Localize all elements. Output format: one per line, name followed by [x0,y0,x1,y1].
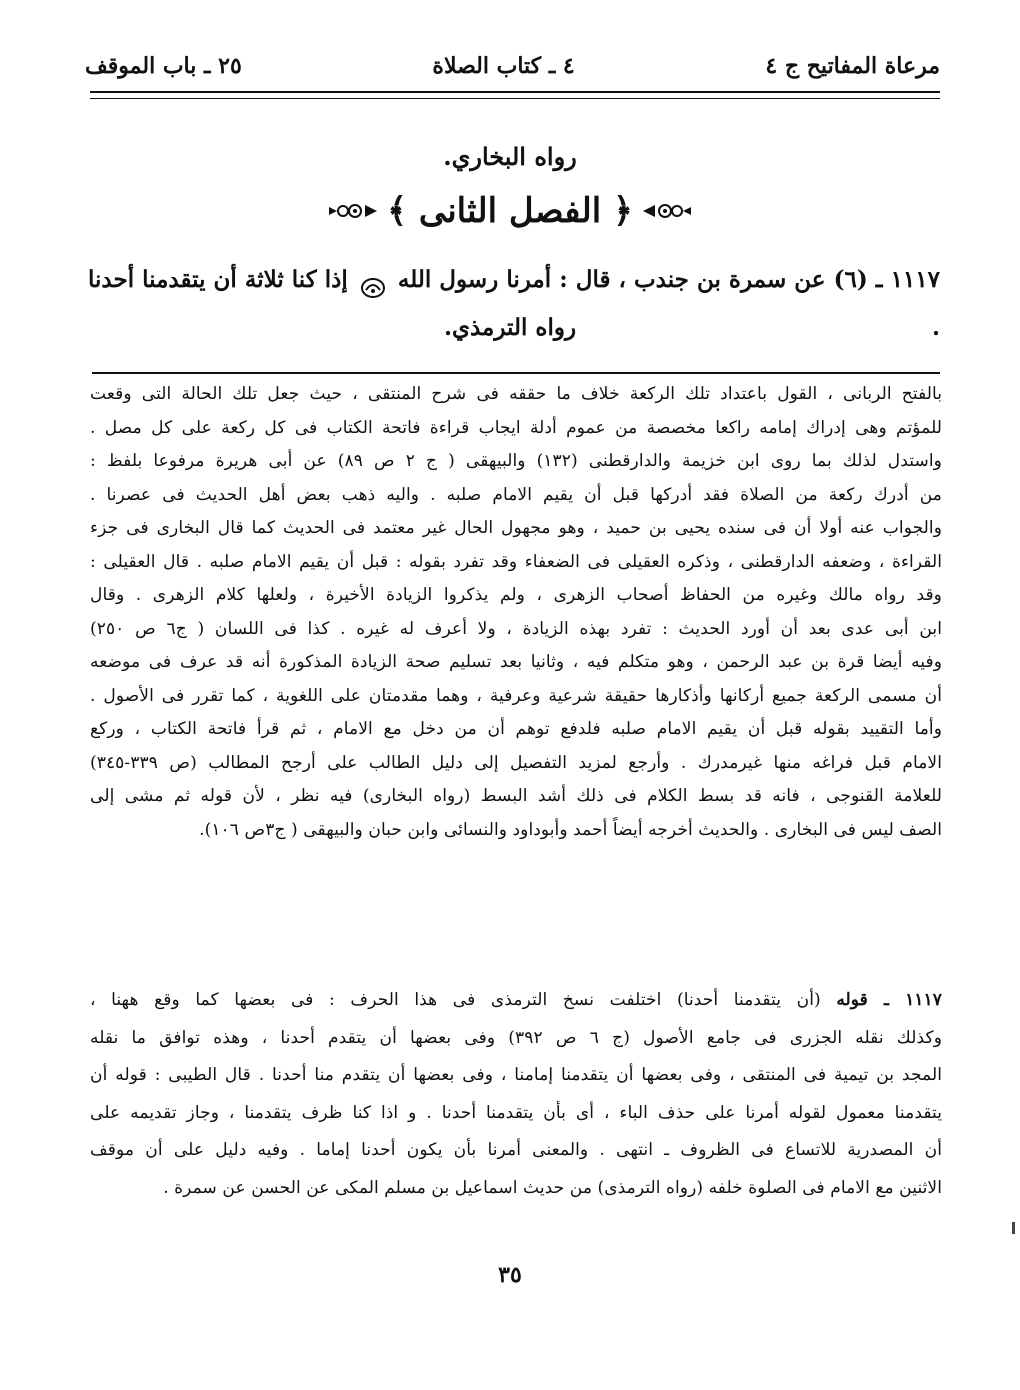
margin-mark [1012,1222,1015,1234]
commentary2-line: أن المصدرية للاتساع فى الظروف ـ انتهى . والمعنى أمرنا بأن يكون أحدنا إماما . وفيه دليل على أن موقف [90,1140,942,1160]
riwaya-tirmidhi-line: رواه الترمذي. [443,314,577,341]
commentary-line: القراءة ، وضعفه الدارقطنى ، وذكره العقيلى فى الضعفاء وقد تفرد بقوله : قبل أن يقيم الامام صلبه . قال العقيلى : [90,551,942,572]
commentary-line: أن مسمى الركعة جميع أركانها وأذكارها حقيقة شرعية وعرفية ، وهما مقدمتان على اللغوية ، كما تقرر فى الأصول . [90,685,942,706]
commentary2-line: الاثنين مع الامام فى الصلوة خلفه (رواه الترمذى) من حديث اسماعيل بن مسلم المكى عن الحسن عن سمرة . [163,1177,942,1198]
commentary2-lead: ١١١٧ ـ قوله [836,990,942,1010]
section-title: ﴿ الفصل الثانى ﴾ [387,191,633,231]
commentary-line: ابن أبى عدى بعد أن أورد الحديث : تفرد بهذه الزيادة ، ولا أعرف له غيره . كذا فى اللسان ( ج٦ ص ٢٥٠) [90,618,942,639]
header-double-rule [90,91,940,99]
hadith-text-part2: إذا كنا ثلاثة أن يتقدمنا أحدنا . [88,266,940,341]
commentary-line: من أدرك ركعة من الصلاة فقد أدركها قبل أن يقيم الامام صلبه . واليه ذهب بعض أهل الحديث فى عصرنا . [90,484,942,505]
hadith-text-part1: ١١١٧ ـ (٦) عن سمرة بن جندب ، قال : أمرنا رسول الله [397,266,940,293]
salawat-symbol-icon [360,269,386,293]
header-section: ٢٥ ـ باب الموقف [85,53,242,79]
section-heading [0,190,1020,231]
ornament-right-icon [641,201,693,221]
commentary2-first-line [90,982,942,1020]
running-header [85,44,940,88]
header-book-title: مرعاة المفاتيح ج ٤ [765,53,940,79]
commentary2-line: المجد بن تيمية فى المنتقى ، وفى بعضها أن يتقدمنا إمامنا ، وفى بعضها أن يتقدم منا أحدنا . قال الطيبى : قوله أن [90,1065,942,1085]
commentary2-line: (أن يتقدمنا أحدنا) اختلفت نسخ الترمذى فى هذا الحرف : فى بعضها كما وقع ههنا ، [90,990,821,1010]
riwaya-bukhari-line: رواه البخاري. [443,142,577,171]
commentary-line: وقد رواه مالك وغيره من الحفاظ أصحاب الزهرى ، ولم يذكروا الزيادة الأخيرة ، ولعلها كلام الزهرى . وقال [90,585,942,605]
page-number: ٣٥ [498,1262,522,1288]
commentary-block [90,378,942,847]
commentary-line: للعلامة القنوجى ، فانه قد بسط الكلام فى ذلك أشد البسط (رواه البخارى) فيه نظر ، لأن قوله ثم مشى إلى [90,786,942,806]
commentary-line: واستدل لذلك بما روى ابن خزيمة والدارقطنى (١٣٢) والبيهقى ( ج ٢ ص ٨٩) عن أبى هريرة مرفوعا بلفظ : [90,451,942,471]
header-chapter: ٤ ـ كتاب الصلاة [432,53,575,79]
commentary2-line: يتقدمنا معمول لقوله أمرنا على حذف الباء ، أى بأن يتقدمنا أحدنا . و اذا كنا ظرف يتقدمنا ، وجاز تقديمه على [90,1102,942,1123]
commentary-line: والجواب عنه أولا أن فى سنده يحيى بن حميد ، وهو مجهول الحال غير معتمد فى الحديث كما قال البخارى فى جزء [90,518,942,538]
commentary-divider [92,372,940,374]
commentary-line: وأما التقييد بقوله قبل أن يقيم الامام صلبه فلدفع توهم أن من دخل مع الامام ، ثم قرأ فاتحة الكتاب ، وركع [90,719,942,739]
commentary-block-2 [90,982,942,1207]
ornament-left-icon [327,201,379,221]
commentary-line: وفيه أيضا قرة بن عبد الرحمن ، وهو متكلم فيه ، وثانيا بعد تسليم صحة الزيادة المذكورة أنه قد عرف فى موضعه [90,652,942,672]
commentary-line: الصف ليس فى البخارى . والحديث أخرجه أيضاً أحمد وأبوداود والنسائى وابن حبان والبيهقى ( ج٣ص ١٠٦). [199,819,942,840]
commentary-line: بالفتح الربانى ، القول باعتداد تلك الركعة خلاف ما حققه فى شرح المنتقى ، حيث جعل تلك الحالة التى وقعت [90,384,942,404]
commentary-line: الامام قبل فراغه منها غيرمدرك . وأرجع لمزيد التفصيل إلى دليل الطالب على أرجح المطالب (ص ٣٣٩-٣٤٥) [90,752,942,773]
commentary2-line: وكذلك نقله الجزرى فى جامع الأصول (ج ٦ ص ٣٩٢) وفى بعضها أن يتقدم أحدنا ، وهذه توافق ما نقله [90,1027,942,1048]
commentary-line: للمؤتم وهى إدراك إمامه راكعا مخصصة من عموم أدلة ايجاب قراءة فاتحة الكتاب فى كل ركعة على كل مصل . [90,417,942,438]
